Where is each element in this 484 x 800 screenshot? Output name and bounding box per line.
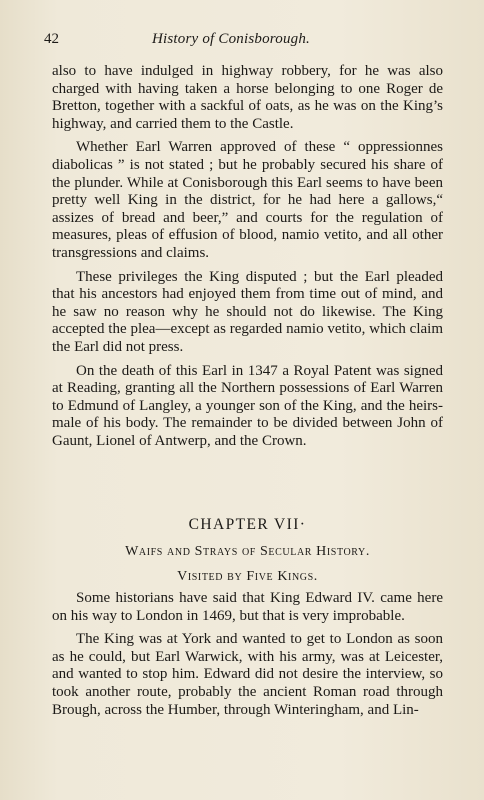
paragraph: also to have indulged in highway robbery, for he was also charged with having taken a horse belonging to one Roger de Bretton, together with a sackful of oats, as he was on the King’s highway, and carried them to the Castle. bbox=[52, 63, 443, 132]
chapter-text bbox=[52, 590, 443, 725]
page-number: 42 bbox=[44, 31, 59, 47]
paragraph: On the death of this Earl in 1347 a Royal Patent was signed at Reading, granting all the Northern possessions of Earl Warren to Edmund of Langley, a younger son of the King, and the heirs-male of his body. The remainder to be divided between John of Gaunt, Lionel of Antwerp, and the Crown. bbox=[52, 362, 443, 449]
chapter-title: Waifs and Strays of Secular History. bbox=[125, 544, 370, 559]
paragraph: Whether Earl Warren approved of these “ oppressionnes diabolicas ” is not stated ; but he probably secured his share of the plunder. While at Conisborough this Earl seems to have been pretty well King in the district, for he had here a gallows,“ assizes of bread and beer,” and courts for the regulation of measures, pleas of effusion of blood, namio vetito, and all other transgressions and claims. bbox=[52, 139, 443, 261]
running-title: History of Conisborough. bbox=[152, 31, 311, 47]
paragraph: These privileges the King disputed ; but the Earl pleaded that his ancestors had enjoyed them from time out of mind, and he saw no reason why he should not do likewise. The King accepted the plea—except as regarded namio vetito, which claim the Earl did not press. bbox=[52, 268, 443, 355]
chapter-heading: CHAPTER VII· bbox=[188, 516, 307, 533]
body-text bbox=[52, 63, 443, 456]
page-header bbox=[44, 31, 444, 51]
paragraph: Some historians have said that King Edward IV. came here on his way to London in 1469, but that is very improbable. bbox=[52, 590, 443, 624]
paragraph: The King was at York and wanted to get to London as soon as he could, but Earl Warwick, with his army, was at Leicester, and wanted to stop him. Edward did not desire the interview, so took another route, probably the ancient Roman road through Brough, across the Humber, through Winteringham, and Lin- bbox=[52, 631, 443, 718]
chapter-subtitle: Visited by Five Kings. bbox=[177, 569, 318, 584]
